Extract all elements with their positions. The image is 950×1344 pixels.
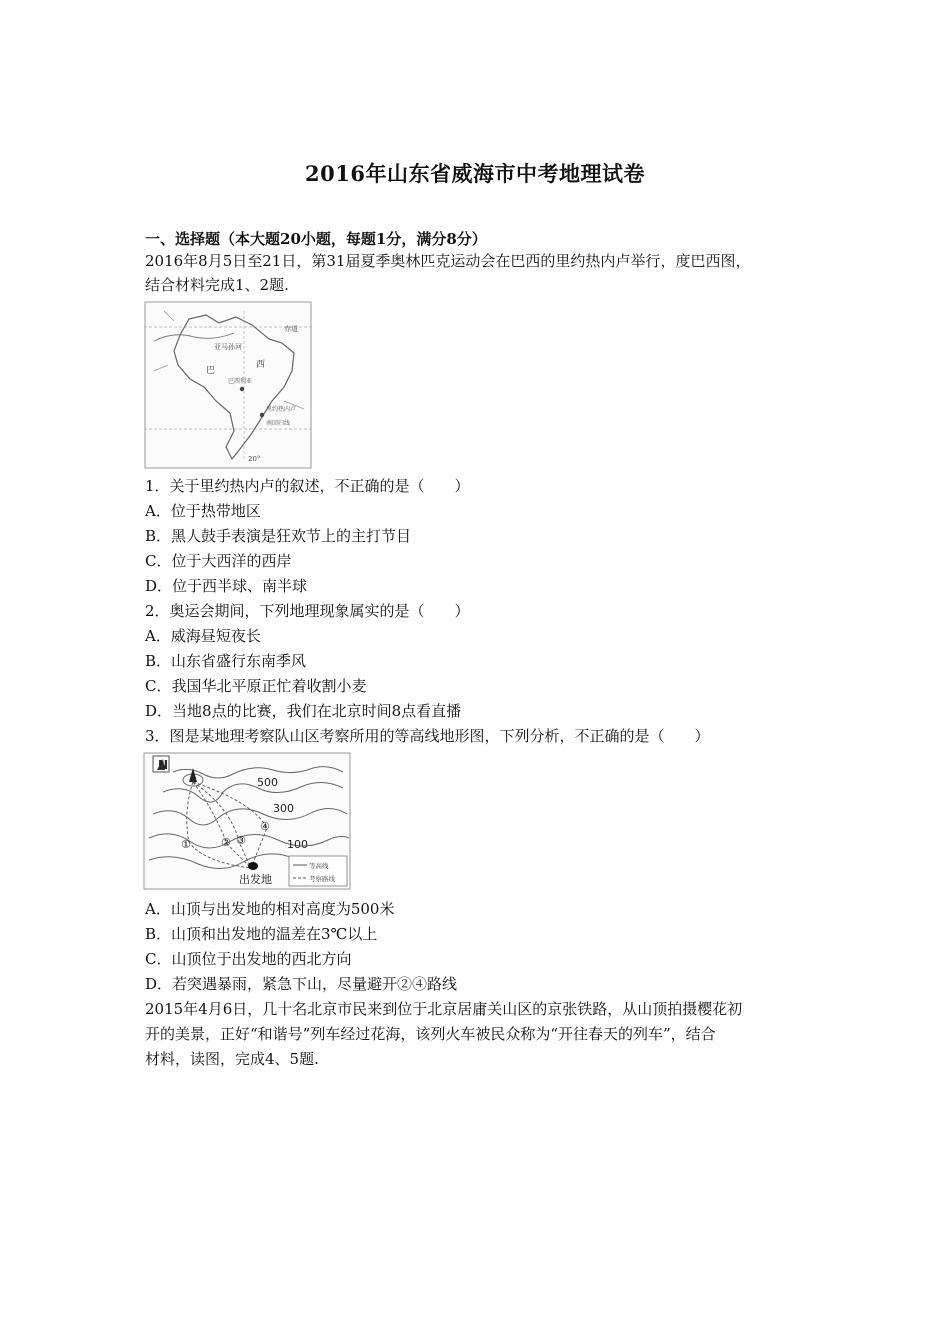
rio-label: 里约热内卢 <box>266 406 297 413</box>
start-label: 出发地 <box>239 873 272 886</box>
option: A．位于热带地区 <box>145 502 261 520</box>
country-label-left: 巴 <box>206 366 216 376</box>
longitude-label: 20° <box>248 455 261 463</box>
option: C．山顶位于出发地的西北方向 <box>145 950 352 968</box>
contour-label: 500 <box>257 776 278 789</box>
rio-marker <box>260 413 264 417</box>
capital-marker <box>240 387 244 391</box>
option: D．当地8点的比赛，我们在北京时间8点看直播 <box>145 702 462 720</box>
north-label: N <box>158 758 169 772</box>
equator-label: 赤道 <box>284 325 298 333</box>
option: A．威海昼短夜长 <box>145 627 261 645</box>
option: C．位于大西洋的西岸 <box>145 552 292 570</box>
legend-label: 考察路线 <box>309 875 335 883</box>
question-stem: 3．图是某地理考察队山区考察所用的等高线地形图，下列分析，不正确的是（ ） <box>145 727 710 745</box>
country-label-right: 西 <box>256 360 266 370</box>
intro-line: 开的美景，正好“和谐号”列车经过花海，该列火车被民众称为“开往春天的列车”，结合 <box>145 1025 716 1043</box>
option: D．若突遇暴雨，紧急下山，尽量避开②④路线 <box>145 975 458 993</box>
intro-line: 2016年8月5日至21日，第31届夏季奥林匹克运动会在巴西的里约热内卢举行，度巴西图， <box>145 252 751 270</box>
brazil-map <box>144 301 312 469</box>
option: C．我国华北平原正忙着收割小麦 <box>145 677 367 695</box>
start-marker <box>248 862 258 870</box>
contour-map <box>143 752 351 890</box>
contour-label: 100 <box>287 838 308 851</box>
intro-line: 2015年4月6日，几十名北京市民来到位于北京居庸关山区的京张铁路，从山顶拍摄樱花初 <box>145 1000 743 1018</box>
legend-label: 等高线 <box>309 862 329 870</box>
route-label: ④ <box>260 820 270 833</box>
route-label: ② <box>221 836 231 849</box>
option: B．山东省盛行东南季风 <box>145 652 307 670</box>
question-stem: 2．奥运会期间，下列地理现象属实的是（ ） <box>145 602 470 620</box>
intro-line: 材料，读图，完成4、5题. <box>145 1050 319 1068</box>
option: A．山顶与出发地的相对高度为500米 <box>145 900 395 918</box>
section-heading: 一、选择题（本大题20小题，每题1分，满分8分） <box>145 230 487 248</box>
page-title: 2016年山东省威海市中考地理试卷 <box>305 161 645 186</box>
intro-line: 结合材料完成1、2题. <box>145 276 289 294</box>
route-label: ③ <box>236 834 246 847</box>
tropic-label: 南回归线 <box>266 420 291 427</box>
capital-label: 巴西利亚 <box>228 378 253 385</box>
contour-label: 300 <box>273 802 294 815</box>
option: B．黑人鼓手表演是狂欢节上的主打节目 <box>145 527 412 545</box>
option: D．位于西半球、南半球 <box>145 577 308 595</box>
river-label: 亚马孙河 <box>214 343 242 351</box>
option: B．山顶和出发地的温差在3℃以上 <box>145 925 378 943</box>
route-label: ① <box>181 838 191 851</box>
question-stem: 1．关于里约热内卢的叙述，不正确的是（ ） <box>145 477 470 495</box>
